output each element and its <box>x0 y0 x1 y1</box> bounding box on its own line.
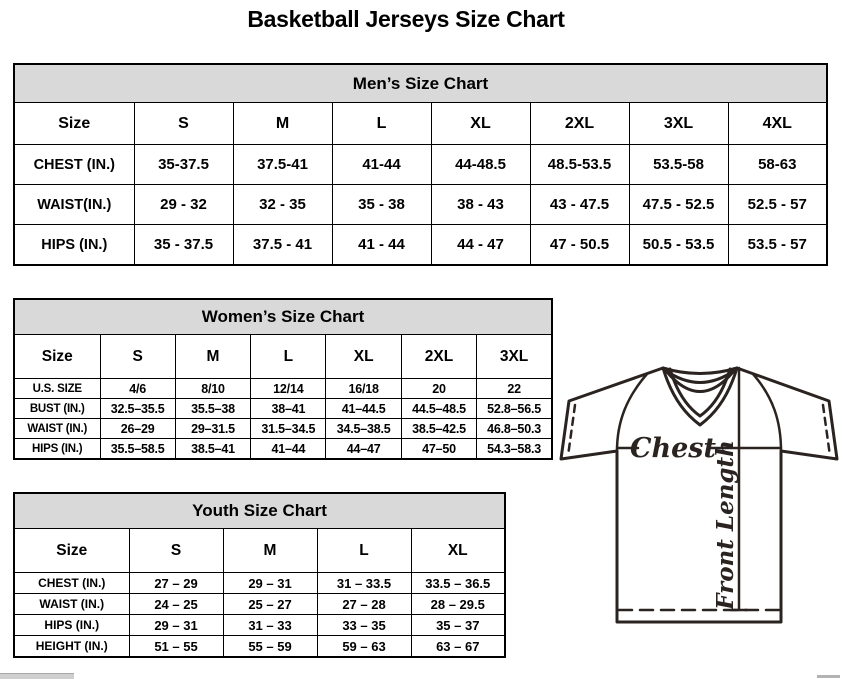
column-header: XL <box>431 103 530 145</box>
scrollbar-fragment <box>817 675 840 678</box>
row-label: HIPS (IN.) <box>14 439 100 460</box>
cell-value: 8/10 <box>175 379 250 399</box>
column-header: S <box>134 103 233 145</box>
cell-value: 35 – 37 <box>411 615 505 636</box>
womens-size-table <box>13 298 553 460</box>
cell-value: 37.5-41 <box>233 145 332 185</box>
row-label: WAIST(IN.) <box>14 185 134 225</box>
row-label: HIPS (IN.) <box>14 225 134 266</box>
column-header: Size <box>14 103 134 145</box>
cell-value: 35.5–38 <box>175 399 250 419</box>
cell-value: 26–29 <box>100 419 175 439</box>
row-label: CHEST (IN.) <box>14 145 134 185</box>
cell-value: 31.5–34.5 <box>251 419 326 439</box>
cell-value: 34.5–38.5 <box>326 419 401 439</box>
column-header: Size <box>14 335 100 379</box>
cell-value: 29 – 31 <box>129 615 223 636</box>
cell-value: 58-63 <box>728 145 827 185</box>
row-label: BUST (IN.) <box>14 399 100 419</box>
left-cuff-dashes <box>568 405 575 456</box>
column-header: M <box>233 103 332 145</box>
cell-value: 24 – 25 <box>129 594 223 615</box>
column-header: 2XL <box>401 335 476 379</box>
column-header: L <box>251 335 326 379</box>
column-header: M <box>223 529 317 573</box>
cell-value: 35.5–58.5 <box>100 439 175 460</box>
cell-value: 55 – 59 <box>223 636 317 658</box>
cell-value: 43 - 47.5 <box>530 185 629 225</box>
cell-value: 12/14 <box>251 379 326 399</box>
column-header: 3XL <box>629 103 728 145</box>
cell-value: 16/18 <box>326 379 401 399</box>
column-header: XL <box>411 529 505 573</box>
table-title: Youth Size Chart <box>14 493 505 529</box>
cell-value: 27 – 29 <box>129 573 223 594</box>
cell-value: 41-44 <box>332 145 431 185</box>
cell-value: 28 – 29.5 <box>411 594 505 615</box>
mens-size-table <box>13 63 828 266</box>
cell-value: 50.5 - 53.5 <box>629 225 728 266</box>
table-title: Men’s Size Chart <box>14 64 827 103</box>
cell-value: 38.5–41 <box>175 439 250 460</box>
collar-top-arc <box>663 368 737 374</box>
row-label: U.S. SIZE <box>14 379 100 399</box>
cell-value: 29–31.5 <box>175 419 250 439</box>
cell-value: 47–50 <box>401 439 476 460</box>
front-length-label: Front Length <box>712 440 739 610</box>
cell-value: 47.5 - 52.5 <box>629 185 728 225</box>
cell-value: 33.5 – 36.5 <box>411 573 505 594</box>
column-header: 2XL <box>530 103 629 145</box>
cell-value: 38.5–42.5 <box>401 419 476 439</box>
cell-value: 37.5 - 41 <box>233 225 332 266</box>
cell-value: 20 <box>401 379 476 399</box>
column-header: L <box>317 529 411 573</box>
cell-value: 38 - 43 <box>431 185 530 225</box>
column-header: XL <box>326 335 401 379</box>
cell-value: 47 - 50.5 <box>530 225 629 266</box>
cell-value: 53.5-58 <box>629 145 728 185</box>
page-title: Basketball Jerseys Size Chart <box>247 6 565 32</box>
cell-value: 59 – 63 <box>317 636 411 658</box>
cell-value: 41–44.5 <box>326 399 401 419</box>
right-cuff-dashes <box>823 405 830 456</box>
cell-value: 52.5 - 57 <box>728 185 827 225</box>
row-label: HEIGHT (IN.) <box>14 636 129 658</box>
cell-value: 29 – 31 <box>223 573 317 594</box>
right-armhole-seam <box>753 374 781 451</box>
cell-value: 44-48.5 <box>431 145 530 185</box>
column-header: M <box>175 335 250 379</box>
cell-value: 25 – 27 <box>223 594 317 615</box>
cell-value: 31 – 33.5 <box>317 573 411 594</box>
cell-value: 27 – 28 <box>317 594 411 615</box>
cell-value: 41 - 44 <box>332 225 431 266</box>
cell-value: 22 <box>477 379 552 399</box>
cell-value: 35 - 38 <box>332 185 431 225</box>
jersey-outline <box>561 368 837 622</box>
cell-value: 48.5-53.5 <box>530 145 629 185</box>
column-header: Size <box>14 529 129 573</box>
column-header: L <box>332 103 431 145</box>
column-header: S <box>100 335 175 379</box>
column-header: 3XL <box>477 335 552 379</box>
cell-value: 41–44 <box>251 439 326 460</box>
cell-value: 33 – 35 <box>317 615 411 636</box>
cell-value: 32 - 35 <box>233 185 332 225</box>
row-label: HIPS (IN.) <box>14 615 129 636</box>
cell-value: 44 - 47 <box>431 225 530 266</box>
youth-size-table <box>13 492 506 658</box>
cell-value: 31 – 33 <box>223 615 317 636</box>
jersey-measurement-diagram <box>555 353 843 643</box>
cell-value: 35-37.5 <box>134 145 233 185</box>
horizontal-scrollbar-thumb[interactable] <box>0 673 74 679</box>
cell-value: 4/6 <box>100 379 175 399</box>
cell-value: 32.5–35.5 <box>100 399 175 419</box>
cell-value: 51 – 55 <box>129 636 223 658</box>
cell-value: 54.3–58.3 <box>477 439 552 460</box>
row-label: WAIST (IN.) <box>14 594 129 615</box>
cell-value: 29 - 32 <box>134 185 233 225</box>
column-header: S <box>129 529 223 573</box>
column-header: 4XL <box>728 103 827 145</box>
cell-value: 44–47 <box>326 439 401 460</box>
cell-value: 35 - 37.5 <box>134 225 233 266</box>
cell-value: 38–41 <box>251 399 326 419</box>
row-label: CHEST (IN.) <box>14 573 129 594</box>
cell-value: 46.8–50.3 <box>477 419 552 439</box>
cell-value: 44.5–48.5 <box>401 399 476 419</box>
chest-label: Chest <box>630 433 716 464</box>
cell-value: 52.8–56.5 <box>477 399 552 419</box>
cell-value: 53.5 - 57 <box>728 225 827 266</box>
row-label: WAIST (IN.) <box>14 419 100 439</box>
cell-value: 63 – 67 <box>411 636 505 658</box>
table-title: Women’s Size Chart <box>14 299 552 335</box>
